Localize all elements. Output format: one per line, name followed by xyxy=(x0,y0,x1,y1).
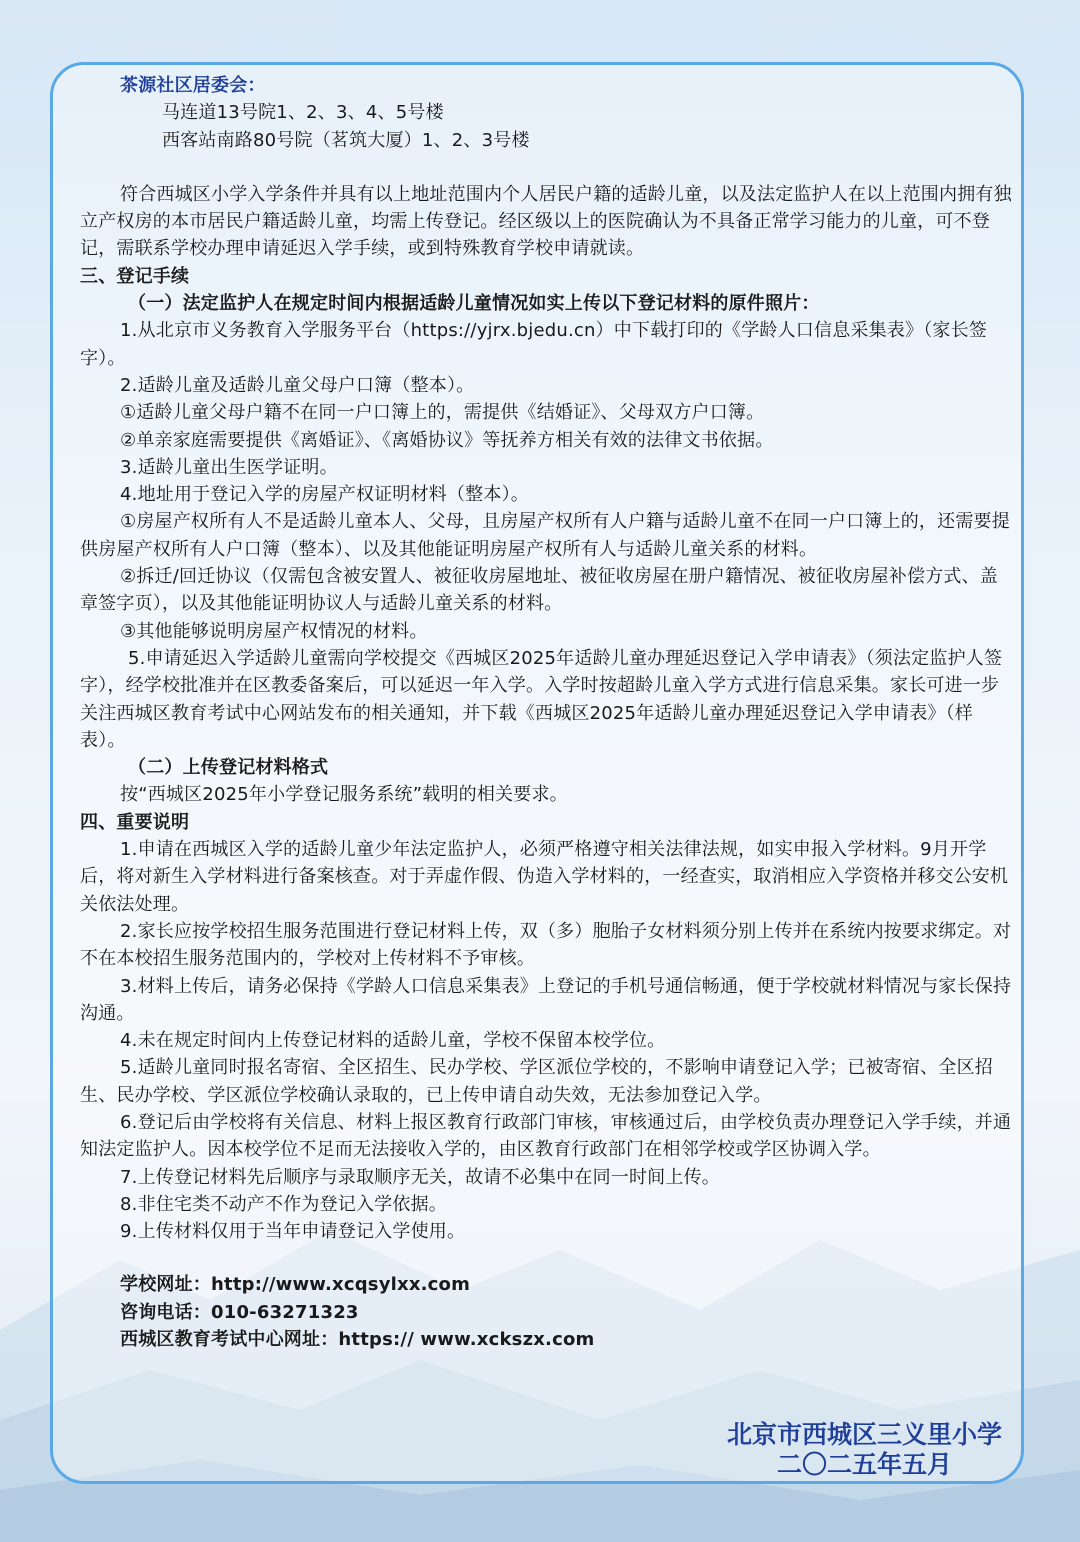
eligibility-paragraph: 符合西城区小学入学条件并具有以上地址范围内个人居民户籍的适龄儿童，以及法定监护人在以上范围内拥有独立产权房的本市居民户籍适龄儿童，均需上传登记。经区级以上的医院确认为不具备正常学习能力的儿童，可不登记，需联系学校办理申请延迟入学手续，或到特殊教育学校申请就读。 xyxy=(80,183,1012,260)
issue-date: 二〇二五年五月 xyxy=(776,1450,952,1479)
format-requirement: 按“西城区2025年小学登记服务系统”载明的相关要求。 xyxy=(120,784,568,806)
note-item: 5.适龄儿童同时报名寄宿、全区招生、民办学校、学区派位学校的，不影响申请登记入学；已被寄宿、全区招生、民办学校、学区派位学校确认录取的，已上传申请自动失效，无法参加登记入学。 xyxy=(80,1057,993,1106)
note-item: 7.上传登记材料先后顺序与录取顺序无关，故请不必集中在同一时间上传。 xyxy=(120,1166,720,1188)
note-item: 6.登记后由学校将有关信息、材料上报区教育行政部门审核，审核通过后，由学校负责办理登记入学手续，并通知法定监护人。因本校学位不足而无法接收入学的，由区教育行政部门在相邻学校或学区协调入学。 xyxy=(80,1111,1012,1161)
material-item: ①适龄儿童父母户籍不在同一户口簿上的，需提供《结婚证》、父母双方户口簿。 xyxy=(120,402,765,424)
section-3-subheading-1: （一）法定监护人在规定时间内根据适龄儿童情况如实上传以下登记材料的原件照片： xyxy=(128,293,820,315)
note-item: 1.申请在西城区入学的适龄儿童少年法定监护人，必须严格遵守相关法律法规，如实申报入学材料。9月开学后，将对新生入学材料进行备案核查。对于弄虚作假、伪造入学材料的，一经查实，取消相应入学资格并移交公安机关依法处理。 xyxy=(80,839,1009,915)
section-4-heading: 四、重要说明 xyxy=(80,811,190,833)
section-3-subheading-2: （二）上传登记材料格式 xyxy=(128,757,329,779)
material-item: 1.从北京市义务教育入学服务平台（https://yjrx.bjedu.cn）中下载打印的《学龄人口信息采集表》（家长签字）。 xyxy=(80,320,987,369)
material-item: ②单亲家庭需要提供《离婚证》、《离婚协议》等抚养方相关有效的法律文书依据。 xyxy=(120,429,774,451)
note-item: 2.家长应按学校招生服务范围进行登记材料上传，双（多）胞胎子女材料须分别上传并在系统内按要求绑定。对不在本校招生服务范围内的，学校对上传材料不予审核。 xyxy=(80,920,1012,970)
committee-title: 茶源社区居委会： xyxy=(120,75,266,96)
school-website: 学校网址：http://www.xcqsylxx.com xyxy=(120,1274,471,1296)
note-item: 8.非住宅类不动产不作为登记入学依据。 xyxy=(120,1193,447,1215)
exam-center-website: 西城区教育考试中心网址：https:// www.xckszx.com xyxy=(120,1329,595,1351)
notice-body xyxy=(80,72,1014,1353)
material-item: 2.适龄儿童及适龄儿童父母户口簿（整本）。 xyxy=(120,374,475,396)
note-item: 9.上传材料仅用于当年申请登记入学使用。 xyxy=(120,1221,466,1243)
note-item: 4.未在规定时间内上传登记材料的适龄儿童，学校不保留本校学位。 xyxy=(120,1030,666,1052)
material-item: 4.地址用于登记入学的房屋产权证明材料（整本）。 xyxy=(120,484,529,506)
note-item: 3.材料上传后，请务必保持《学龄人口信息采集表》上登记的手机号通信畅通，便于学校就材料情况与家长保持沟通。 xyxy=(80,975,1012,1024)
material-item: 3.适龄儿童出生医学证明。 xyxy=(120,456,338,478)
section-3-heading: 三、登记手续 xyxy=(80,265,190,287)
material-item: ③其他能够说明房屋产权情况的材料。 xyxy=(120,620,428,642)
consult-phone: 咨询电话：010-63271323 xyxy=(120,1301,359,1323)
committee-address: 西客站南路80号院（茗筑大厦）1、2、3号楼 xyxy=(162,129,530,151)
committee-address: 马连道13号院1、2、3、4、5号楼 xyxy=(162,102,444,124)
signature-block xyxy=(727,1420,1002,1480)
material-item: ②拆迁/回迁协议（仅需包含被安置人、被征收房屋地址、被征收房屋在册户籍情况、被征收房屋补偿方式、盖章签字页），以及其他能证明协议人与适龄儿童关系的材料。 xyxy=(80,566,998,615)
material-item-5: 5.申请延迟入学适龄儿童需向学校提交《西城区2025年适龄儿童办理延迟登记入学申请表》（须法定监护人签字），经学校批准并在区教委备案后，可以延迟一年入学。入学时按超龄儿童入学方式进行信息采集。家长可进一步关注西城区教育考试中心网站发布的相关通知，并下载《西城区2025年适龄儿童办理延迟登记入学申请表》（样表）。 xyxy=(80,647,1003,751)
school-name: 北京市西城区三义里小学 xyxy=(726,1420,1002,1449)
material-item: ①房屋产权所有人不是适龄儿童本人、父母，且房屋产权所有人户籍与适龄儿童不在同一户口簿上的，还需要提供房屋产权所有人户口簿（整本）、以及其他能证明房屋产权所有人与适龄儿童关系的材料。 xyxy=(80,511,1010,560)
